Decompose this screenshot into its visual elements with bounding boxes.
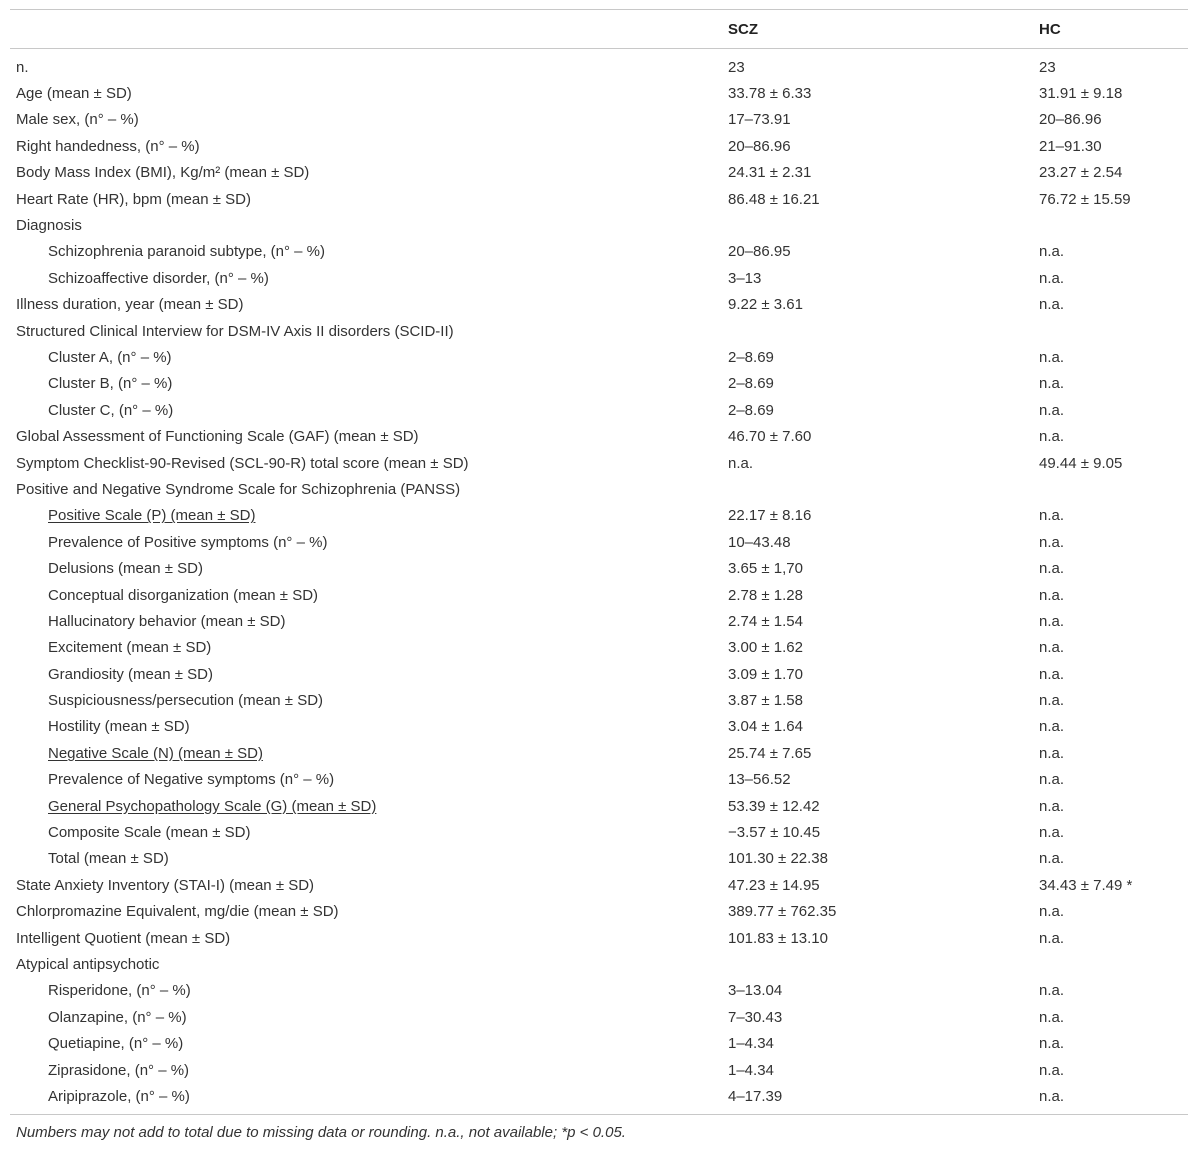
row-label-cell [10, 1035, 728, 1052]
row-label-cell [10, 534, 728, 551]
table-row [10, 1083, 1188, 1109]
scz-value: 2.74 ± 1.54 [728, 612, 803, 630]
hc-value: n.a. [1039, 507, 1065, 525]
row-label-cell [10, 164, 728, 181]
row-label: Risperidone, (n° – %) [48, 982, 191, 1000]
table-row [10, 529, 1188, 555]
hc-value: 49.44 ± 9.05 [1039, 454, 1123, 472]
table-row [10, 635, 1188, 661]
table-row [10, 767, 1188, 793]
scz-value: 22.17 ± 8.16 [728, 507, 812, 525]
hc-value: n.a. [1039, 929, 1065, 947]
row-label-cell [10, 507, 728, 524]
row-label: Symptom Checklist-90-Revised (SCL-90-R) total score (mean ± SD) [16, 454, 469, 472]
row-label: Body Mass Index (BMI), Kg/m² (mean ± SD) [16, 164, 310, 182]
scz-value: 3–13.04 [728, 982, 783, 1000]
scz-value: 46.70 ± 7.60 [728, 428, 812, 446]
scz-value: 3.09 ± 1.70 [728, 665, 803, 683]
row-label-cell [10, 718, 728, 735]
table-row [10, 899, 1188, 925]
scz-value: 47.23 ± 14.95 [728, 876, 820, 894]
row-label: Composite Scale (mean ± SD) [48, 824, 251, 842]
row-label: Conceptual disorganization (mean ± SD) [48, 586, 319, 604]
scz-value: 10–43.48 [728, 533, 791, 551]
row-label-cell [10, 560, 728, 577]
row-label-cell [10, 824, 728, 841]
row-label-cell [10, 375, 728, 392]
row-label-cell [10, 481, 728, 498]
hc-value: 31.91 ± 9.18 [1039, 85, 1123, 103]
row-label-cell [10, 270, 728, 287]
table-row [10, 608, 1188, 634]
row-label: Hostility (mean ± SD) [48, 718, 190, 736]
hc-value: n.a. [1039, 797, 1065, 815]
row-label: Male sex, (n° – %) [16, 111, 139, 129]
row-label-cell [10, 771, 728, 788]
scz-value: 17–73.91 [728, 111, 791, 129]
table-row [10, 186, 1188, 212]
hc-value: n.a. [1039, 428, 1065, 446]
row-label: Suspiciousness/persecution (mean ± SD) [48, 692, 324, 710]
table-row [10, 160, 1188, 186]
row-label-cell [10, 982, 728, 999]
table-row [10, 661, 1188, 687]
table-row [10, 397, 1188, 423]
table-footnote: Numbers may not add to total due to missing data or rounding. n.a., not available; *p < 0.05. [16, 1123, 626, 1141]
table-row [10, 318, 1188, 344]
row-label-cell [10, 1062, 728, 1079]
scz-value: n.a. [728, 454, 754, 472]
row-label: Intelligent Quotient (mean ± SD) [16, 929, 231, 947]
scz-value: 20–86.96 [728, 137, 791, 155]
row-label-cell [10, 666, 728, 683]
hc-value: n.a. [1039, 718, 1065, 736]
row-label-cell [10, 243, 728, 260]
row-label: Global Assessment of Functioning Scale (GAF) (mean ± SD) [16, 428, 419, 446]
row-label-cell [10, 613, 728, 630]
row-label: Cluster B, (n° – %) [48, 375, 173, 393]
scz-value: 9.22 ± 3.61 [728, 296, 803, 314]
table-row [10, 555, 1188, 581]
row-label-cell [10, 745, 728, 762]
hc-value: n.a. [1039, 850, 1065, 868]
scz-value: 1–4.34 [728, 1035, 774, 1053]
hc-value: 20–86.96 [1039, 111, 1102, 129]
table-row [10, 292, 1188, 318]
row-label-cell [10, 59, 728, 76]
scz-value: 13–56.52 [728, 771, 791, 789]
row-label: Total (mean ± SD) [48, 850, 169, 868]
row-label-cell [10, 402, 728, 419]
scz-value: 101.30 ± 22.38 [728, 850, 828, 868]
hc-value: n.a. [1039, 560, 1065, 578]
row-label-cell [10, 1088, 728, 1105]
row-label-cell [10, 1009, 728, 1026]
table-row [10, 687, 1188, 713]
row-label-cell [10, 798, 728, 815]
scz-value: 3.65 ± 1,70 [728, 560, 803, 578]
scz-value: 3.00 ± 1.62 [728, 639, 803, 657]
row-label: State Anxiety Inventory (STAI-I) (mean ± SD) [16, 876, 315, 894]
table-row [10, 951, 1188, 977]
table-row [10, 714, 1188, 740]
scz-value: 23 [728, 58, 745, 76]
table-row [10, 239, 1188, 265]
hc-value: 76.72 ± 15.59 [1039, 190, 1131, 208]
row-label-cell [10, 217, 728, 234]
row-label: Schizoaffective disorder, (n° – %) [48, 269, 269, 287]
table-row [10, 978, 1188, 1004]
hc-value: n.a. [1039, 586, 1065, 604]
table-row [10, 503, 1188, 529]
row-label-cell [10, 455, 728, 472]
scz-value: 2–8.69 [728, 348, 774, 366]
table-row [10, 582, 1188, 608]
scz-value: 33.78 ± 6.33 [728, 85, 812, 103]
row-label: Prevalence of Negative symptoms (n° – %) [48, 771, 335, 789]
row-label-cell [10, 191, 728, 208]
row-label: Schizophrenia paranoid subtype, (n° – %) [48, 243, 325, 261]
row-label-cell [10, 323, 728, 340]
row-label: Positive and Negative Syndrome Scale for Schizophrenia (PANSS) [16, 480, 461, 498]
row-label: Olanzapine, (n° – %) [48, 1008, 187, 1026]
hc-value: n.a. [1039, 612, 1065, 630]
row-label: Illness duration, year (mean ± SD) [16, 296, 244, 314]
hc-value: n.a. [1039, 771, 1065, 789]
row-label: Heart Rate (HR), bpm (mean ± SD) [16, 190, 251, 208]
table-row [10, 819, 1188, 845]
header-cell-hc: HC [1039, 20, 1061, 38]
row-label: Delusions (mean ± SD) [48, 560, 203, 578]
row-label-cell [10, 428, 728, 445]
data-table [10, 9, 1188, 1141]
scz-value: 2–8.69 [728, 401, 774, 419]
row-label: Negative Scale (N) (mean ± SD) [48, 744, 263, 762]
row-label-cell [10, 877, 728, 894]
table-row [10, 371, 1188, 397]
row-label: Right handedness, (n° – %) [16, 137, 200, 155]
hc-value: n.a. [1039, 744, 1065, 762]
row-label: Quetiapine, (n° – %) [48, 1035, 184, 1053]
table-row [10, 476, 1188, 502]
table-row [10, 133, 1188, 159]
hc-value: n.a. [1039, 1061, 1065, 1079]
hc-value: n.a. [1039, 692, 1065, 710]
row-label: Prevalence of Positive symptoms (n° – %) [48, 533, 328, 551]
scz-value: 86.48 ± 16.21 [728, 190, 820, 208]
table-row [10, 212, 1188, 238]
row-label-cell [10, 587, 728, 604]
table-row [10, 54, 1188, 80]
hc-value: n.a. [1039, 982, 1065, 1000]
row-label-cell [10, 296, 728, 313]
row-label: Cluster A, (n° – %) [48, 348, 172, 366]
hc-value: 34.43 ± 7.49 * [1039, 876, 1133, 894]
table-row [10, 925, 1188, 951]
hc-value: n.a. [1039, 296, 1065, 314]
scz-value: 24.31 ± 2.31 [728, 164, 812, 182]
row-label: Aripiprazole, (n° – %) [48, 1087, 190, 1105]
hc-value: n.a. [1039, 1008, 1065, 1026]
hc-value: n.a. [1039, 269, 1065, 287]
row-label: Cluster C, (n° – %) [48, 401, 174, 419]
table-row [10, 80, 1188, 106]
hc-value: n.a. [1039, 665, 1065, 683]
hc-value: n.a. [1039, 903, 1065, 921]
hc-value: 23.27 ± 2.54 [1039, 164, 1123, 182]
table-row [10, 793, 1188, 819]
row-label: Grandiosity (mean ± SD) [48, 665, 213, 683]
row-label-cell [10, 138, 728, 155]
scz-value: 53.39 ± 12.42 [728, 797, 820, 815]
scz-value: 389.77 ± 762.35 [728, 903, 837, 921]
row-label: Positive Scale (P) (mean ± SD) [48, 507, 256, 525]
hc-value: 23 [1039, 58, 1056, 76]
row-label: n. [16, 58, 29, 76]
scz-value: −3.57 ± 10.45 [728, 824, 821, 842]
table-row [10, 265, 1188, 291]
table-row [10, 1057, 1188, 1083]
table-row [10, 1030, 1188, 1056]
row-label: General Psychopathology Scale (G) (mean ± SD) [48, 797, 377, 815]
row-label: Excitement (mean ± SD) [48, 639, 212, 657]
hc-value: 21–91.30 [1039, 137, 1102, 155]
hc-value: n.a. [1039, 824, 1065, 842]
row-label-cell [10, 956, 728, 973]
scz-value: 7–30.43 [728, 1008, 783, 1026]
scz-value: 2–8.69 [728, 375, 774, 393]
hc-value: n.a. [1039, 375, 1065, 393]
table-row [10, 1004, 1188, 1030]
scz-value: 3.87 ± 1.58 [728, 692, 803, 710]
table-body [10, 49, 1188, 1110]
row-label: Age (mean ± SD) [16, 85, 132, 103]
scz-value: 4–17.39 [728, 1087, 783, 1105]
hc-value: n.a. [1039, 639, 1065, 657]
row-label: Atypical antipsychotic [16, 955, 160, 973]
scz-value: 25.74 ± 7.65 [728, 744, 812, 762]
row-label-cell [10, 903, 728, 920]
scz-value: 20–86.95 [728, 243, 791, 261]
table-row [10, 872, 1188, 898]
table-row [10, 740, 1188, 766]
hc-value: n.a. [1039, 1035, 1065, 1053]
scz-value: 3.04 ± 1.64 [728, 718, 803, 736]
table-row [10, 846, 1188, 872]
row-label: Hallucinatory behavior (mean ± SD) [48, 612, 286, 630]
scz-value: 3–13 [728, 269, 762, 287]
row-label: Chlorpromazine Equivalent, mg/die (mean ± SD) [16, 903, 339, 921]
scz-value: 1–4.34 [728, 1061, 774, 1079]
table-row [10, 423, 1188, 449]
hc-value: n.a. [1039, 533, 1065, 551]
row-label-cell [10, 850, 728, 867]
table-row [10, 450, 1188, 476]
row-label: Structured Clinical Interview for DSM-IV Axis II disorders (SCID-II) [16, 322, 454, 340]
table-row [10, 107, 1188, 133]
header-cell-scz: SCZ [728, 20, 758, 38]
row-label-cell [10, 85, 728, 102]
hc-value: n.a. [1039, 401, 1065, 419]
row-label: Ziprasidone, (n° – %) [48, 1061, 190, 1079]
scz-value: 2.78 ± 1.28 [728, 586, 803, 604]
row-label-cell [10, 349, 728, 366]
row-label-cell [10, 692, 728, 709]
hc-value: n.a. [1039, 1087, 1065, 1105]
scz-value: 101.83 ± 13.10 [728, 929, 828, 947]
table-header [10, 10, 1188, 48]
hc-value: n.a. [1039, 243, 1065, 261]
table-row [10, 344, 1188, 370]
hc-value: n.a. [1039, 348, 1065, 366]
row-label-cell [10, 639, 728, 656]
row-label-cell [10, 111, 728, 128]
row-label: Diagnosis [16, 217, 82, 235]
row-label-cell [10, 930, 728, 947]
